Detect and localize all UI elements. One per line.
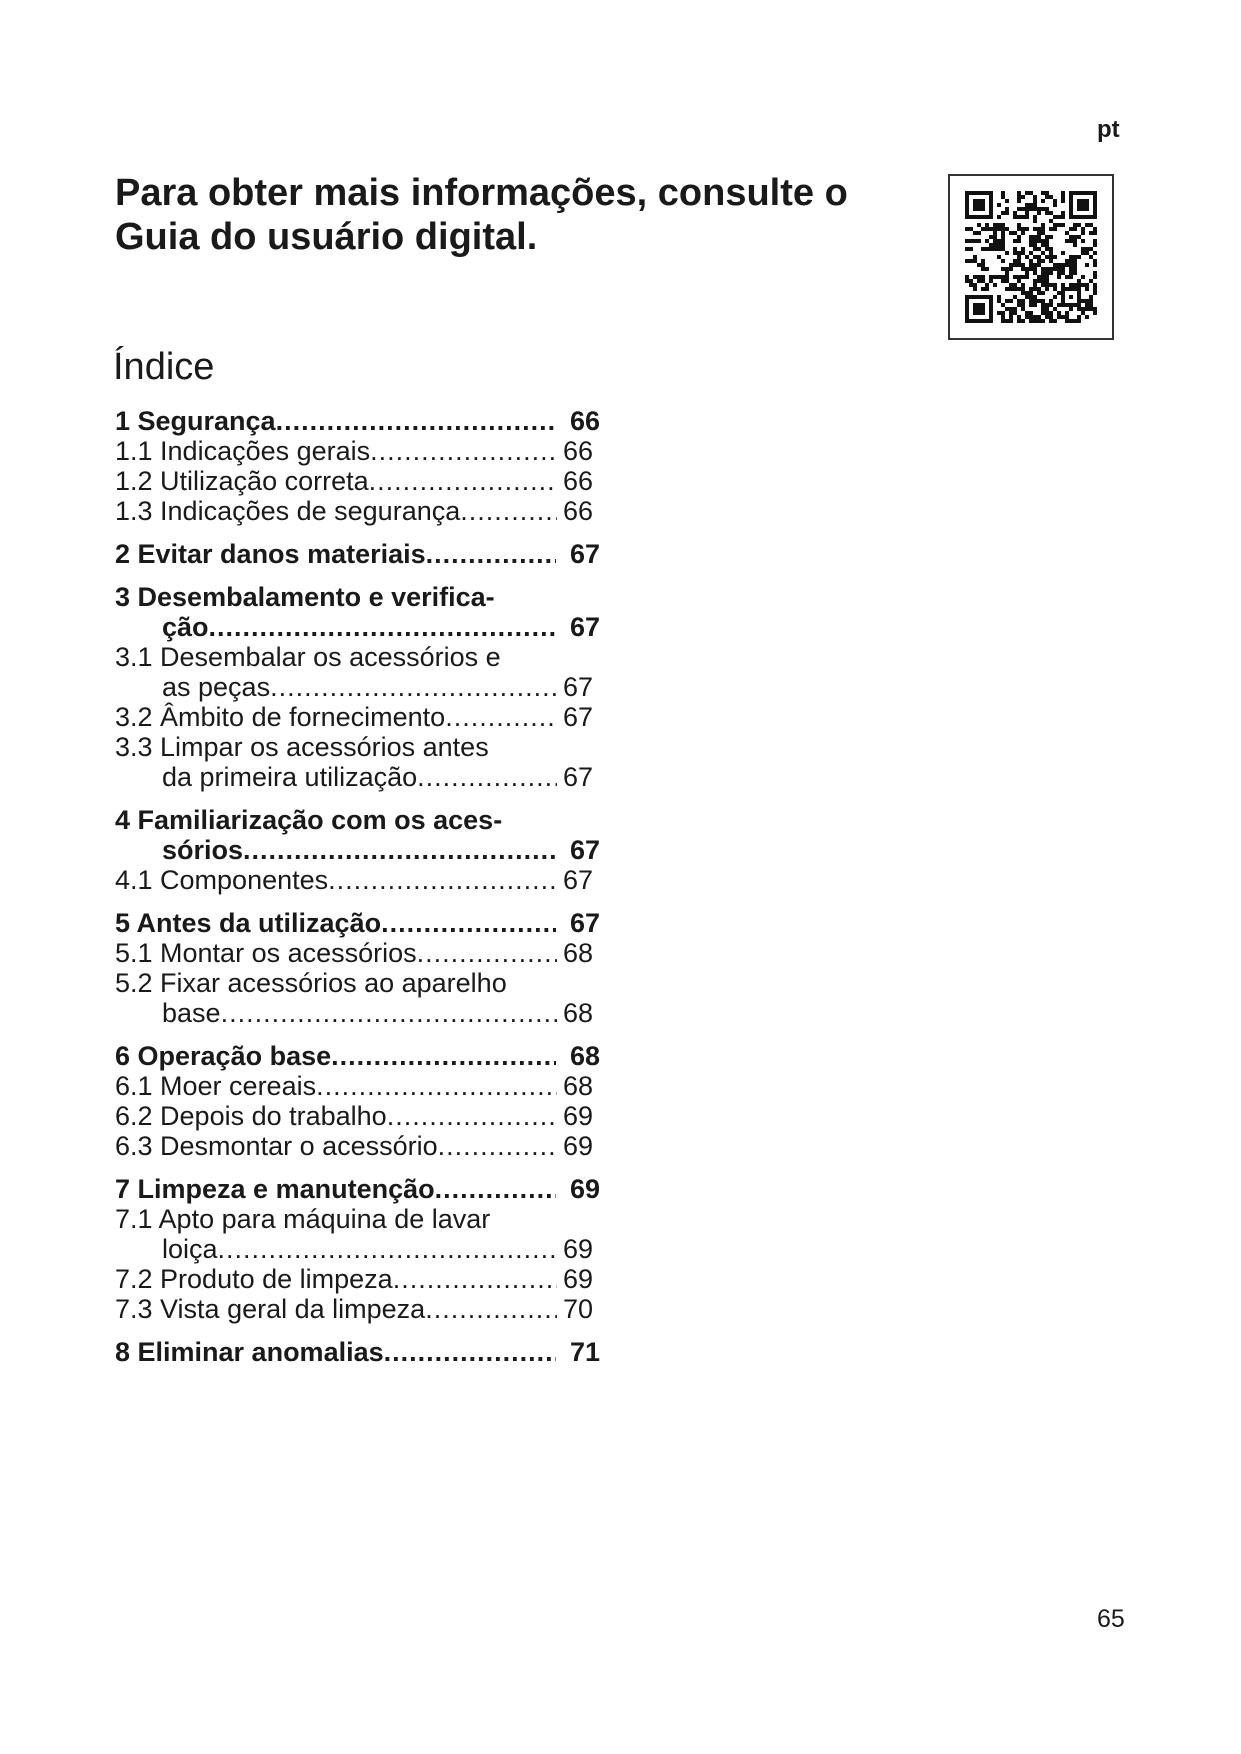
toc-entry-text: 4 Familiarização com os aces- xyxy=(115,805,503,835)
table-of-contents xyxy=(115,406,600,1380)
toc-subsection-row[interactable] xyxy=(115,865,593,895)
toc-page-number: 66 xyxy=(562,436,593,466)
toc-section xyxy=(115,406,600,526)
dot-leader xyxy=(387,1101,557,1131)
dot-leader xyxy=(445,702,557,732)
page-number: 65 xyxy=(1097,1605,1125,1633)
toc-subsection-row[interactable] xyxy=(115,466,593,496)
toc-entry-text: 1.2 Utilização correta xyxy=(115,466,369,496)
digital-guide-heading: Para obter mais informações, consulte o Guia do usuário digital. xyxy=(115,172,848,258)
dot-leader xyxy=(316,1071,557,1101)
dot-leader xyxy=(218,1234,557,1264)
toc-page-number: 66 xyxy=(562,496,593,526)
toc-entry-text: 3.3 Limpar os acessórios antes xyxy=(115,732,489,762)
toc-entry-text: 6 Operação base xyxy=(115,1041,332,1071)
toc-page-number: 68 xyxy=(562,938,593,968)
toc-section xyxy=(115,805,600,895)
toc-subsection-row[interactable] xyxy=(115,1294,593,1324)
toc-page-number: 69 xyxy=(569,1174,600,1204)
toc-page-number: 67 xyxy=(569,908,600,938)
toc-chapter-row[interactable] xyxy=(115,1174,600,1204)
toc-chapter-row[interactable] xyxy=(115,1041,600,1071)
toc-chapter-row[interactable] xyxy=(115,612,600,642)
toc-section xyxy=(115,1041,600,1161)
qr-code[interactable] xyxy=(948,174,1114,340)
toc-subsection-row[interactable] xyxy=(115,1131,593,1161)
dot-leader xyxy=(384,1337,556,1367)
dot-leader xyxy=(460,496,557,526)
toc-section xyxy=(115,1174,600,1324)
toc-entry-text: da primeira utilização xyxy=(162,762,418,792)
toc-subsection-row[interactable] xyxy=(115,436,593,466)
dot-leader xyxy=(243,835,556,865)
toc-page-number: 67 xyxy=(569,835,600,865)
dot-leader xyxy=(276,406,556,436)
toc-entry-text: 3 Desembalamento e verifica- xyxy=(115,582,495,612)
dot-leader xyxy=(369,466,557,496)
toc-page-number: 69 xyxy=(562,1131,593,1161)
dot-leader xyxy=(425,1294,557,1324)
toc-subsection-row[interactable] xyxy=(115,938,593,968)
toc-entry-text: 8 Eliminar anomalias xyxy=(115,1337,384,1367)
toc-entry-text: 1.1 Indicações gerais xyxy=(115,436,371,466)
toc-entry-text: 3.2 Âmbito de fornecimento xyxy=(115,702,446,732)
toc-page-number: 70 xyxy=(562,1294,593,1324)
toc-subsection-row[interactable] xyxy=(115,496,593,526)
toc-entry-text: 6.3 Desmontar o acessório xyxy=(115,1131,438,1161)
toc-section xyxy=(115,539,600,569)
language-tag: pt xyxy=(1097,116,1120,143)
toc-subsection-row[interactable] xyxy=(115,1101,593,1131)
dot-leader xyxy=(209,612,556,642)
dot-leader xyxy=(328,865,557,895)
toc-page-number: 67 xyxy=(562,702,593,732)
toc-page-number: 69 xyxy=(562,1264,593,1294)
toc-page-number: 68 xyxy=(562,998,593,1028)
toc-entry-text: 6.2 Depois do trabalho xyxy=(115,1101,387,1131)
dot-leader xyxy=(417,762,557,792)
toc-chapter-row[interactable] xyxy=(115,406,600,436)
toc-entry-text: 7.3 Vista geral da limpeza xyxy=(115,1294,426,1324)
toc-chapter-row[interactable] xyxy=(115,835,600,865)
toc-entry-text: 2 Evitar danos materiais xyxy=(115,539,426,569)
toc-page-number: 68 xyxy=(562,1071,593,1101)
toc-subsection-row[interactable] xyxy=(115,762,593,792)
toc-page-number: 67 xyxy=(562,762,593,792)
toc-entry-text: 1.3 Indicações de segurança xyxy=(115,496,461,526)
toc-entry-text: sórios xyxy=(162,835,244,865)
toc-page-number: 71 xyxy=(569,1337,600,1367)
toc-entry-text: 7.1 Apto para máquina de lavar xyxy=(115,1204,491,1234)
dot-leader xyxy=(435,1174,556,1204)
toc-subsection-row[interactable] xyxy=(115,702,593,732)
dot-leader xyxy=(417,938,557,968)
toc-subsection-row[interactable] xyxy=(115,1234,593,1264)
index-title: Índice xyxy=(113,346,215,388)
toc-section xyxy=(115,908,600,1028)
toc-entry-text: loiça xyxy=(162,1234,218,1264)
toc-entry-text: as peças xyxy=(162,672,271,702)
toc-subsection-row[interactable] xyxy=(115,1071,593,1101)
toc-chapter-row[interactable] xyxy=(115,539,600,569)
toc-entry-text: ção xyxy=(162,612,209,642)
toc-page-number: 67 xyxy=(569,539,600,569)
toc-entry-text: 7 Limpeza e manutenção xyxy=(115,1174,435,1204)
toc-section xyxy=(115,582,600,792)
toc-page-number: 67 xyxy=(562,865,593,895)
toc-entry-text: 1 Segurança xyxy=(115,406,276,436)
toc-entry-text: 7.2 Produto de limpeza xyxy=(115,1264,393,1294)
dot-leader xyxy=(331,1041,556,1071)
toc-page-number: 67 xyxy=(562,672,593,702)
dot-leader xyxy=(370,436,557,466)
toc-page-number: 67 xyxy=(569,612,600,642)
toc-entry-text: 5 Antes da utilização xyxy=(115,908,382,938)
toc-section xyxy=(115,1337,600,1367)
toc-subsection-row[interactable] xyxy=(115,1264,593,1294)
dot-leader xyxy=(270,672,557,702)
toc-chapter-row[interactable] xyxy=(115,1337,600,1367)
toc-page-number: 69 xyxy=(562,1234,593,1264)
toc-entry-text: 5.1 Montar os acessórios xyxy=(115,938,417,968)
dot-leader xyxy=(393,1264,557,1294)
toc-page-number: 68 xyxy=(569,1041,600,1071)
toc-entry-text: base xyxy=(162,998,221,1028)
toc-page-number: 66 xyxy=(569,406,600,436)
dot-leader xyxy=(381,908,556,938)
dot-leader xyxy=(426,539,556,569)
toc-subsection-row[interactable] xyxy=(115,998,593,1028)
toc-entry-text: 5.2 Fixar acessórios ao aparelho xyxy=(115,968,507,998)
toc-subsection-row[interactable] xyxy=(115,672,593,702)
toc-entry-text: 6.1 Moer cereais xyxy=(115,1071,317,1101)
dot-leader xyxy=(438,1131,557,1161)
qr-code-icon xyxy=(965,191,1097,323)
toc-page-number: 69 xyxy=(562,1101,593,1131)
dot-leader xyxy=(221,998,557,1028)
toc-chapter-row[interactable] xyxy=(115,908,600,938)
toc-entry-text: 3.1 Desembalar os acessórios e xyxy=(115,642,501,672)
toc-page-number: 66 xyxy=(562,466,593,496)
toc-entry-text: 4.1 Componentes xyxy=(115,865,329,895)
